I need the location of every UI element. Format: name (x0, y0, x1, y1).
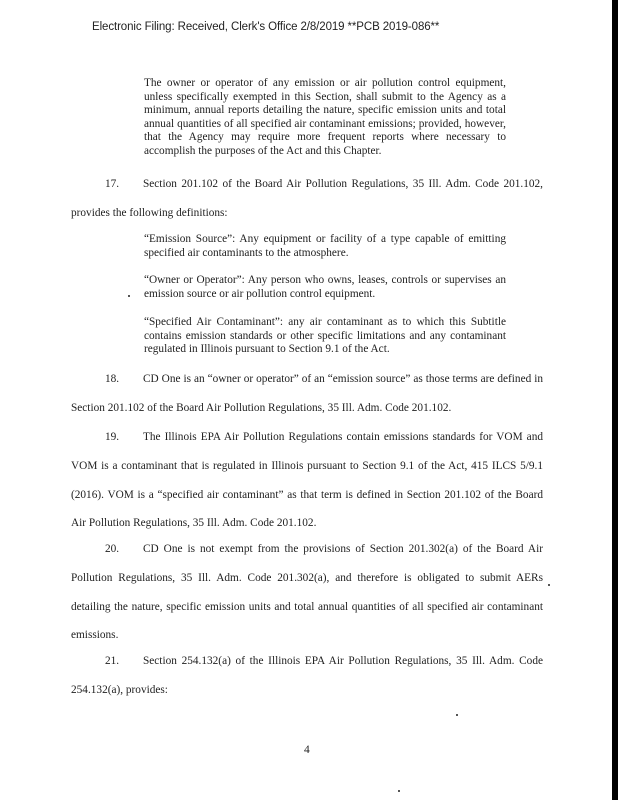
scan-speck (548, 584, 550, 586)
definition-emission-source: “Emission Source”: Any equipment or facility of a type capable of emitting specified air contaminants to the atmosphere. (144, 233, 506, 259)
paragraph-19 (71, 423, 543, 538)
scan-speck (456, 714, 458, 716)
paragraph-number: 17. (105, 178, 120, 190)
definition-owner-operator: “Owner or Operator”: Any person who owns, leases, controls or supervises an emission source or air pollution control equipment. (144, 274, 506, 300)
paragraph-20 (71, 535, 543, 650)
paragraph-text: CD One is not exempt from the provisions of Section 201.302(a) of the Board Air Pollution Regulations, 35 Ill. Adm. Code 201.302(a), and therefore is obligated to submit AERs detailing the nature, specific emission units and total annual quantities of all specified air contaminant emissions. (71, 543, 543, 642)
paragraph-text: The Illinois EPA Air Pollution Regulations contain emissions standards for VOM and VOM is a contaminant that is regulated in Illinois pursuant to Section 9.1 of the Act, 415 ILCS 5/9.1 (2016). VOM is a “specified air contaminant” as that term is defined in Section 201.102 of the Board Air Pollution Regulations, 35 Ill. Adm. Code 201.102. (71, 431, 543, 530)
paragraph-21 (71, 647, 543, 705)
paragraph-number: 18. (105, 373, 120, 385)
scan-speck (128, 295, 130, 297)
paragraph-number: 20. (105, 543, 120, 555)
paragraph-text: Section 254.132(a) of the Illinois EPA Air Pollution Regulations, 35 Ill. Adm. Code 254.132(a), provides: (71, 655, 543, 696)
paragraph-number: 19. (105, 431, 120, 443)
paragraph-18 (71, 365, 543, 423)
paragraph-text: Section 201.102 of the Board Air Pollution Regulations, 35 Ill. Adm. Code 201.102, provides the following definitions: (71, 178, 543, 219)
paragraph-text: CD One is an “owner or operator” of an “emission source” as those terms are defined in Section 201.102 of the Board Air Pollution Regulations, 35 Ill. Adm. Code 201.102. (71, 373, 543, 414)
block-quote: The owner or operator of any emission or air pollution control equipment, unless specifically exempted in this Section, shall submit to the Agency as a minimum, annual reports detailing the nature, specific emission units and total annual quantities of all specified air contaminant emissions; provided, however, that the Agency may require more frequent reports where necessary to accomplish the purposes of the Act and this Chapter. (144, 77, 506, 157)
scan-speck (398, 790, 400, 792)
definition-specified-air-contaminant: “Specified Air Contaminant”: any air contaminant as to which this Subtitle contains emission standards or other specific limitations and any contaminant regulated in Illinois pursuant to Section 9.1 of the Act. (144, 316, 506, 356)
filing-header: Electronic Filing: Received, Clerk's Office 2/8/2019 **PCB 2019-086** (92, 21, 440, 33)
paragraph-17 (71, 170, 543, 228)
paragraph-number: 21. (105, 655, 120, 667)
scan-edge (612, 0, 618, 800)
page-number: 4 (304, 744, 310, 756)
